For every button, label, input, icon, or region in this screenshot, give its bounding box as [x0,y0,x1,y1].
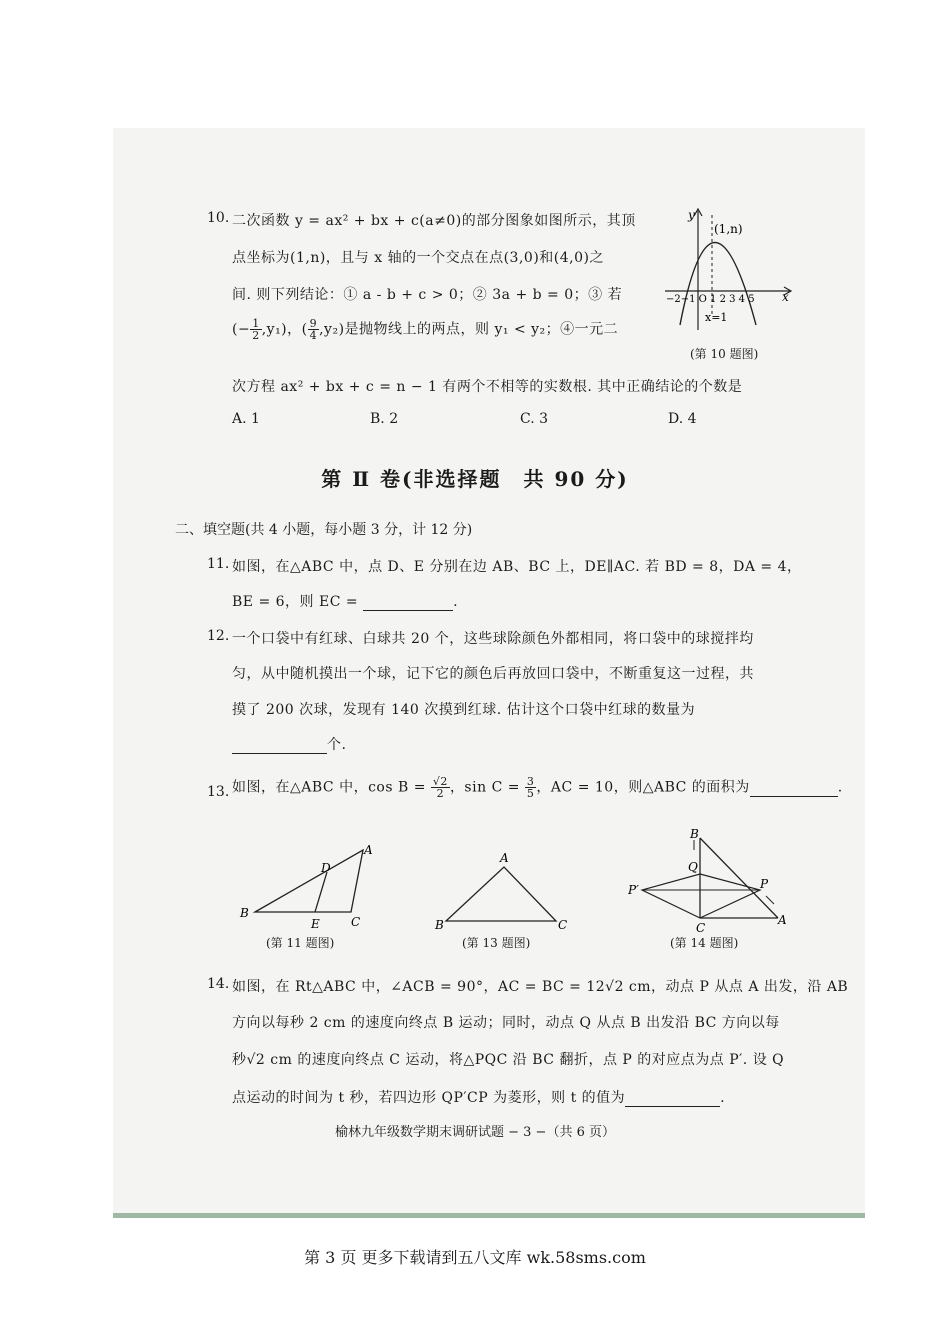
fig11-caption: (第 11 题图) [266,936,335,950]
q10-line2: 点坐标为(1,n)，且与 x 轴的一个交点在点(3,0)和(4,0)之 [232,250,604,266]
q10-line1: 二次函数 y = ax² + bx + c(a≠0)的部分图象如图所示，其顶 [232,213,636,229]
triangle-abc [255,850,363,912]
label-p-prime: P′ [628,883,639,897]
q14-line1: 如图，在 Rt△ABC 中，∠ACB = 90°，AC = BC = 12√2 cm，动点 P 从点 A 出发，沿 AB [232,979,849,995]
section-title: 第 Ⅱ 卷(非选择题 共 90 分) [321,467,629,491]
q12-line4: 个. [232,734,346,754]
option-b: B. 2 [370,411,399,427]
vertex-label: (1,n) [714,222,743,236]
fig14-caption: (第 14 题图) [670,936,739,950]
q14-line2: 方向以每秒 2 cm 的速度向终点 B 运动；同时，动点 Q 从点 B 出发沿 BC 方向以每 [232,1015,780,1031]
triangle-abc [446,867,556,921]
label-e: E [311,917,320,931]
label-a: A [364,843,373,857]
q13-line1: 如图，在△ABC 中，cos B = $\frac{√2}{2}$ ，sin C = $\frac{3}{5}$ ，AC = 10，则△ABC 的面积为 . [232,775,843,800]
fig10-caption: (第 10 题图) [690,347,759,361]
label-b: B [435,918,444,932]
q12-number: 12. [207,628,230,644]
q14-line3: 秒√2 cm 的速度向终点 C 运动，将△PQC 沿 BC 翻折，点 P 的对应点为点 P′. 设 Q [232,1052,785,1068]
label-d: D [321,861,331,875]
q10-line4: (− $\frac{1}{2}$ ,y₁)，( $\frac{9}{4}$ ,y₂)是抛物线上的两点，则 y₁ < y₂；④一元二 [232,317,619,342]
axis-label: x=1 [705,311,728,324]
x-label: x [782,290,789,304]
option-d: D. 4 [668,411,697,427]
page-footer: 第 3 页 更多下载请到五八文库 wk.58sms.com [304,1248,646,1267]
q11-number: 11. [207,556,230,572]
q10-line3: 间. 则下列结论：① a - b + c > 0；② 3a + b = 0；③ 若 [232,287,623,303]
part-heading: 二、填空题(共 4 小题，每小题 3 分，计 12 分) [175,522,473,538]
q13-answer-blank[interactable] [750,780,838,797]
fig13-caption: (第 13 题图) [462,936,531,950]
y-label: y [688,208,695,222]
fig13-triangle [430,845,575,935]
q10-number: 10. [207,210,230,226]
label-a: A [778,913,787,927]
q11-line2: BE = 6，则 EC = . [232,594,459,610]
fig14-rhombus-figure [628,826,793,936]
q11-answer-blank[interactable] [363,594,453,611]
label-c: C [558,918,568,932]
label-b: B [240,906,249,920]
segment-de [315,872,327,912]
label-c: C [696,921,706,935]
q11-line1: 如图，在△ABC 中，点 D、E 分别在边 AB、BC 上，DE∥AC. 若 BD = 8，DA = 4， [232,559,802,575]
label-q: Q [688,860,698,874]
q12-line3: 摸了 200 次球，发现有 140 次摸到红球. 估计这个口袋中红球的数量为 [232,702,696,718]
divider-bar [113,1213,865,1218]
q10-line5: 次方程 ax² + bx + c = n − 1 有两个不相等的实数根. 其中正确结论的个数是 [232,379,743,395]
fig11-triangle [235,840,385,935]
q12-line1: 一个口袋中有红球、白球共 20 个，这些球除颜色外都相同，将口袋中的球搅拌均 [232,631,754,647]
option-c: C. 3 [520,411,549,427]
q12-line2: 匀，从中随机摸出一个球，记下它的颜色后再放回口袋中，不断重复这一过程，共 [232,666,754,682]
q14-number: 14. [207,976,230,992]
label-c: C [351,915,361,929]
label-b: B [690,827,699,841]
q14-answer-blank[interactable] [625,1090,720,1107]
option-a: A. 1 [232,411,260,427]
label-p: P [760,877,769,891]
tick-labels: −2−1 O 1 2 3 4 5 [666,294,755,305]
scan-footer: 榆林九年级数学期末调研试题 − 3 −（共 6 页） [335,1125,615,1140]
q12-answer-blank[interactable] [232,737,327,754]
fig10-parabola-graph [660,205,795,335]
q14-line4: 点运动的时间为 t 秒，若四边形 QP′CP 为菱形，则 t 的值为 . [232,1090,726,1106]
q13-number: 13. [207,784,230,800]
label-a: A [500,851,509,865]
p-direction-arrow [766,896,774,904]
